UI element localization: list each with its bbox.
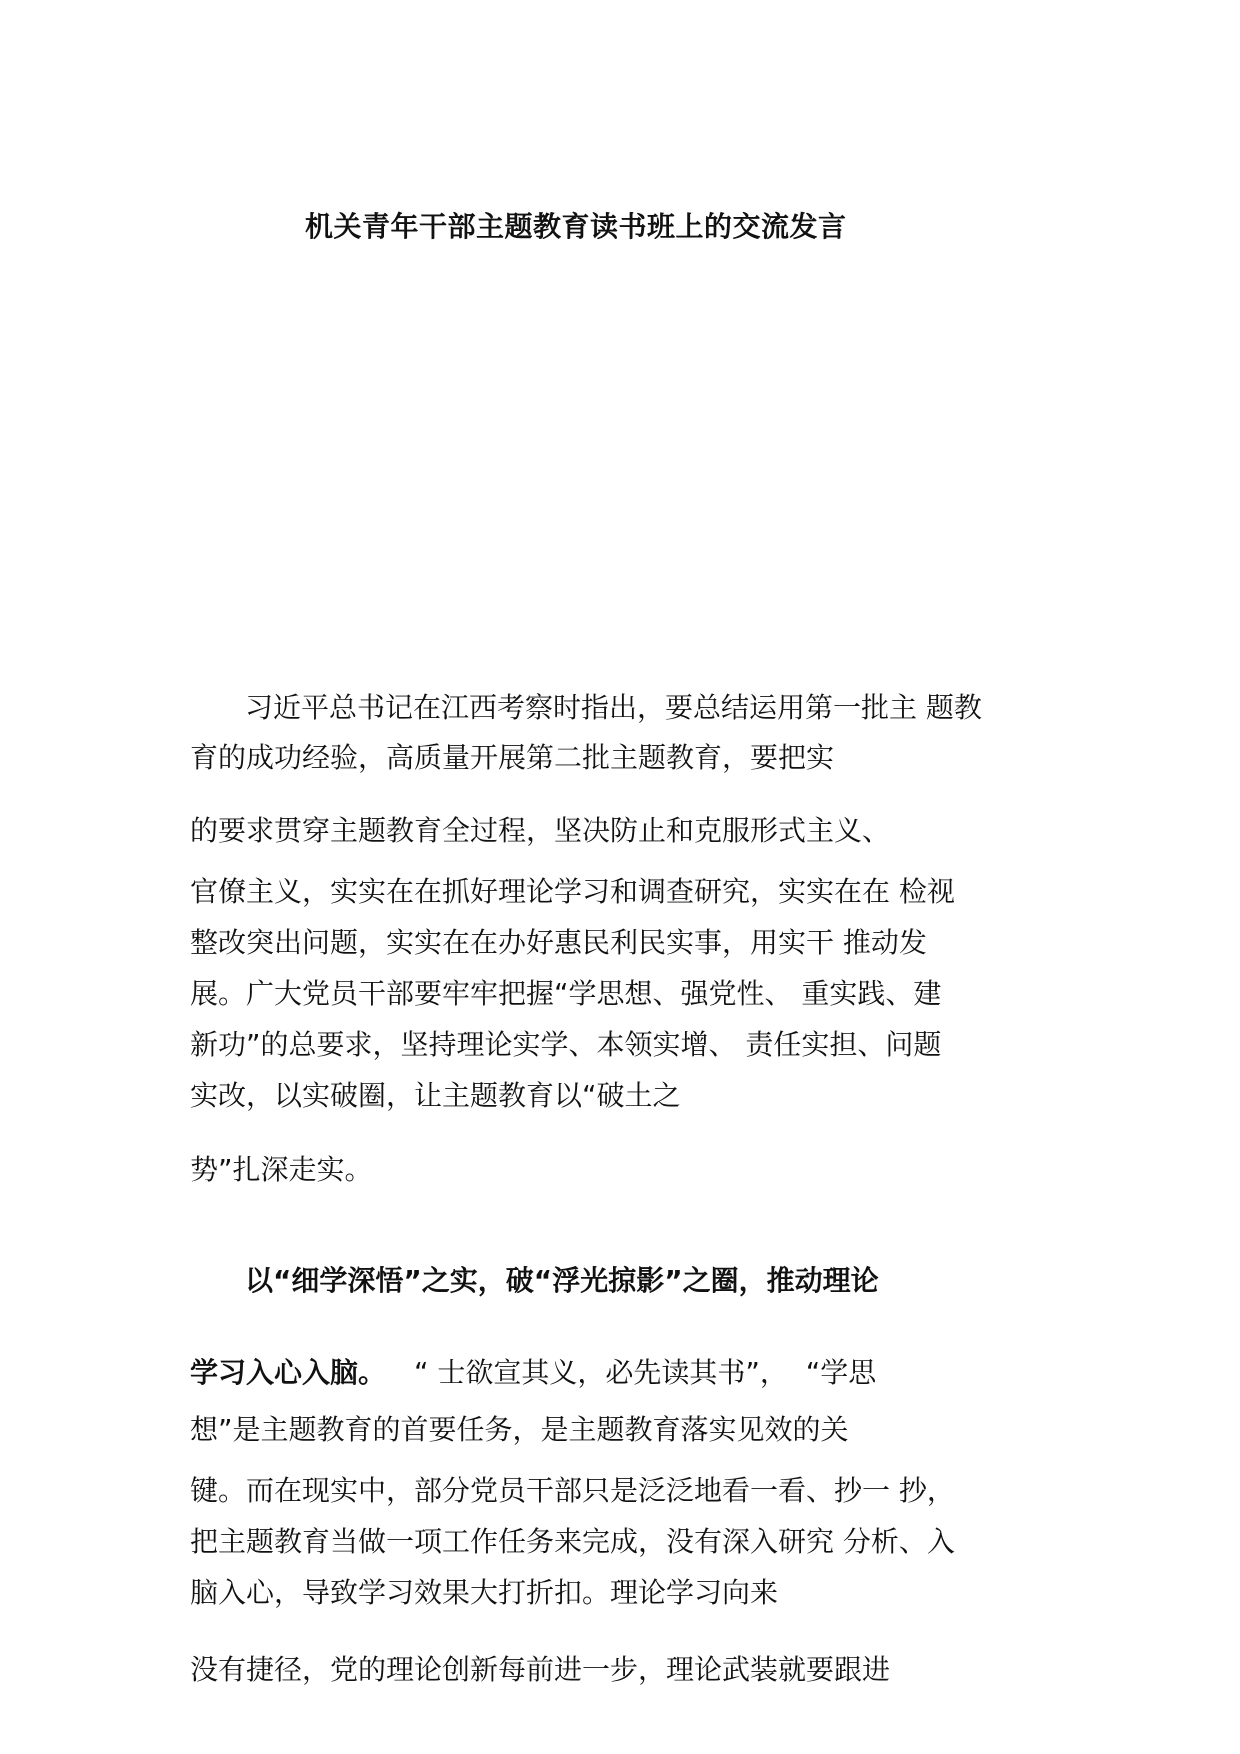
section-heading-continuation: 学习入心入脑。 <box>190 1356 387 1389</box>
section-heading: 以“细学深悟”之实，破“浮光掠影”之圈，推动理论 <box>245 1264 879 1297</box>
document-title: 机关青年干部主题教育读书班上的交流发言 <box>305 210 847 243</box>
paragraph-line: 脑入心，导致学习效果大打折扣。理论学习向来 <box>190 1576 779 1609</box>
paragraph-line: 官僚主义，实实在在抓好理论学习和调查研究，实实在在 检视 <box>190 875 955 908</box>
paragraph-line: 的要求贯穿主题教育全过程，坚决防止和克服形式主义、 <box>190 814 891 847</box>
paragraph-line: 新功”的总要求，坚持理论实学、本领实增、 责任实担、问题 <box>190 1028 942 1061</box>
paragraph-line: 键。而在现实中，部分党员干部只是泛泛地看一看、抄一 抄， <box>190 1474 955 1507</box>
paragraph-line: 育的成功经验，高质量开展第二批主题教育，要把实 <box>190 741 835 774</box>
paragraph-line <box>190 1353 876 1393</box>
paragraph-line: 没有捷径，党的理论创新每前进一步，理论武装就要跟进 <box>190 1653 891 1686</box>
quote-text: “ 士欲宣其义，必先读其书”， “学思 <box>414 1356 877 1389</box>
paragraph-line: 整改突出问题，实实在在办好惠民利民实事，用实干 推动发 <box>190 926 927 959</box>
paragraph-line: 把主题教育当做一项工作任务来完成，没有深入研究 分析、入 <box>190 1525 955 1558</box>
paragraph-line: 展。广大党员干部要牢牢把握“学思想、强党性、 重实践、建 <box>190 977 942 1010</box>
paragraph-line: 势”扎深走实。 <box>190 1153 373 1186</box>
paragraph-line: 习近平总书记在江西考察时指出，要总结运用第一批主 题教 <box>245 691 982 724</box>
paragraph-line: 想”是主题教育的首要任务，是主题教育落实见效的关 <box>190 1413 849 1446</box>
paragraph-line: 实改，以实破圈，让主题教育以“破土之 <box>190 1079 681 1112</box>
